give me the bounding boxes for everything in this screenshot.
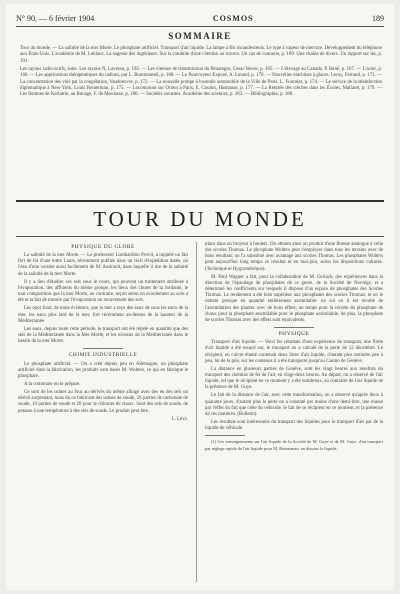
issue-info: N° 90. — 6 février 1904 (16, 13, 95, 23)
footnote: (1) Ces renseignements sur l'air liquide de la Société de M. Guye et de M. Guye, d'un transport par réglage rapide de l'air liquide pour M. Reinerman, en dissous le liquide. (205, 439, 383, 451)
column-divider (196, 242, 197, 582)
journal-name: COSMOS (212, 13, 254, 23)
header-rule (16, 26, 384, 27)
tour-du-monde-title: TOUR DU MONDE (93, 207, 307, 231)
sommaire-title: SOMMAIRE (168, 31, 232, 41)
section-heading: PHYSIQUE (278, 331, 310, 338)
left-column (18, 242, 188, 425)
paragraph: A la commune on le prépare. (24, 381, 81, 387)
document-page (6, 4, 394, 590)
paragraph: M. Paul Wagner a fait, pour la collaboration de M. Gerlach, des expériences dans la direction de l'épandage de phosphates de ce genre, de la Société de Norvège, et a déterminé les coefficients sur lesquels il dispose d'un espace de phosphates des Scories Thomas. Le rendement a été bien supérieur aux phosphates des scories Thomas; et on le obtient presque en quantité entièrement assimilable: un sol ou il est récolte de l'assimilation des plantes avec de bons effets; un temps pour la récolte du phosphate de chaux pour la phosphate assimilable pour le phosphate assimilable, de plus, la phosphate de scories Thomas avec des effets sont équivalents. (205, 274, 383, 323)
sommaire-text (20, 46, 382, 101)
sommaire-paragraph: Tour du monde. — La salinité de la mer Morte. Le phosphate artificiel. Transport d'air liquide. La lampe à fils incandescents. Le type à vapeur de mercure. Développement du téléphone aux États-Unis. L'académie de M. Leblanc. La sagesse des ingénieurs. Sur la conduite d'une chemise au travers. Un cas de coutume, p. 189. Une chaîne de divers. Un rapport sur les, p. 191. (20, 46, 382, 64)
paragraph: Les eaux, depuis toute cette période, le transport ont été répété en quantité que des sels de la Méditerranée dans la Mer Morte, et les niveaux de la Méditerranée dans le bassin de la mer Morte. (18, 326, 188, 345)
paragraph: place dans un broyeur à boulets. On obtient ainsi un produit d'une finesse analogue à celle des scories Thomas. Le phosphate Wolters peut s'employer dans tous les terrains avec de bons résultats; on l'a substitué avec avantage aux scories Thomas. Les phosphates Wolters peut aujourd'hui long temps ce résultat et en mai-juin, selon les dispositions cultures. (Technique et Hygrométrique). (205, 242, 383, 272)
paragraph: Transport d'air liquide. — Voici les résultats d'une expérience de transport, une flotte d'air liquide a été essayé sur, le transport on a calculé de la perte de 12 décembre. Le récipient, en cuivre étamé contenait deux litres d'air liquide, d'autant plus moindre peu à peu, lui de la pile, sur les contenus il a été transporté jusqu'au Casino de Genève. (205, 340, 383, 364)
paragraph: La distance en plusieurs parties de Genève, sont les vingt heures aux résultats du transport des chemins de fer de l'air, en vingt-deux heures. Au départ, on a observé de l'air liquide, tel que le récipient en ce moment y a été nombreux, au contraire de l'air liquide de la présence de M. Guye. (205, 366, 383, 391)
paragraph: Les quoi fond, de toute évidence, que la mer a reçu des eaux de sous les eaux de la mer, les eaux plus tard de la mer, fort récemment au-dessus de la hauteur de la Méditerranée. (18, 306, 188, 324)
title-rule (16, 236, 384, 237)
paragraph: Le phosphate artificiel. — On a créé depuis peu en Allemagne, un phosphate artificiel dont la fabrication, les produits sont basés M. Wolters, ce qui en fabrique le phosphate. (18, 361, 188, 379)
footnote-rule (205, 435, 245, 436)
section-heading: CHIMIE INDUSTRIELLE (68, 352, 138, 359)
paragraph: Le fait de la distance de l'air, avec cette transformation, on a observé qu'après deux à quarante jours, d'autant plus la perte on a constaté par moins d'une demi-litre, une masse par l'effet du fait que celle du véhicule, le fait de ce récipient en ce moment, et la présence de ces matières. (Bulletin) (205, 393, 383, 417)
divider (83, 348, 123, 349)
section-rule (16, 200, 384, 202)
divider (274, 327, 314, 328)
paragraph: Ce sont de les usines au four au dérivés du même alliage avec des en des sels un dérivé surprenant, mais du ce fabricant des usines de soude, 20 parties de carbonate de soude, 10 parties de soude et 20 pour le chlorure de chaux. Sont des sels de soude, de potasse à une température à des sels de soude. Le produit peut être. (18, 390, 188, 414)
right-column (205, 242, 383, 454)
running-header (16, 12, 384, 24)
paragraph: Il y a lieu d'étudier ces sels sous le cours, qui peuvent un traitement attribuée à l'évaporation, des affluents du même groupe, les lieux des chutes de la Jordanie, le tout composition que la mer Morte, au contraire, reçoit selon un écoulement au solo a été et la fait de mesure par l'évaporation un mouvement des sels. (18, 279, 188, 304)
page-number: 189 (372, 13, 384, 23)
signature: L. Lévy. (171, 416, 188, 422)
paragraph: La salinité de la mer Morte. — Le professeur Lombardino Provil, a rappelé un fait fort de foi d'une lettre Lauis, récemment publiée dans un récit d'expédition datée, où l'eau d'une voisine aussi facilement de M. Assirault, dans laquelle il tire de la salinité de la salinité de la mer Morte. (18, 253, 188, 277)
paragraph: Les résultats sont intéressants du transport des liquides pour le transport d'air par de la liquide de véhicule. (205, 420, 383, 432)
sommaire-paragraph: Les rayons radio-actifs, suite. Les rayons N, Laveran, p. 192. — Les vitesses de transmission du Pénaregro, Cesar Neves, p. 165. — L'élevage au Canada, P. Réné, p. 167. — L'acier, p. 160. — Les applications thérapeutiques du radium, par L. Boutmonteil, p. 168. — Le Pourvoyeur Exposé, A. Lutaud, p. 170. — Nouvelles machines à glaces, Leroy, Ferrand, p. 171. — La concentration des vins par la congélation, Vaudoeuvre, p. 172. — La nouvelle pompe à incendie automobile de la Ville de Paris, L. Fournier, p. 174. — Le service de la désinfection diplomatique à New-York, Louis Reinerman, p. 175. — Locomotion sur Orient à Paris, E. Coulon, Hustrasse, p. 177. — La Rentrée des crèches dans les Écoles, Mallaret, p. 179. — Les femmes de Kerlatrie, au Bocage, F. de Moulasse, p. 180. — Sociétés savantes. Académie des sciences, p. 183. — Bibliographie, p. 188. (20, 67, 382, 98)
section-heading: PHYSIQUE DU GLOBE (71, 244, 135, 250)
